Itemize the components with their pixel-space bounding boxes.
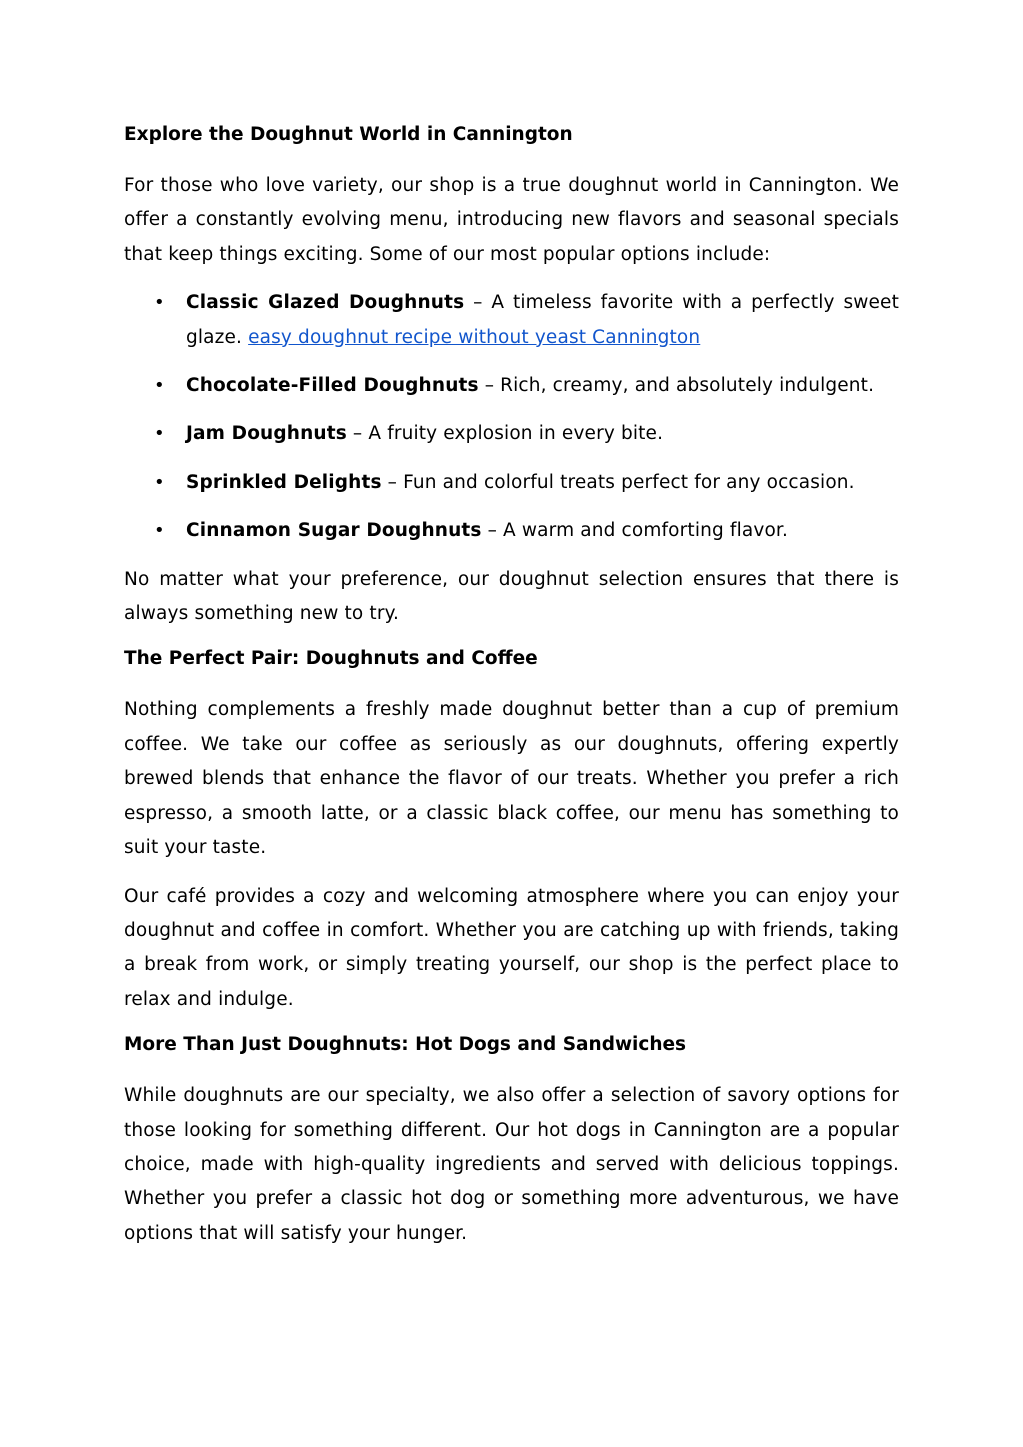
section-heading-explore: Explore the Doughnut World in Cannington [124,124,573,145]
explore-outro-paragraph: No matter what your preference, our doughnut selection ensures that there is always something new to try. [124,568,899,625]
recipe-link[interactable]: easy doughnut recipe without yeast Cannington [248,326,701,348]
list-item [124,514,899,548]
item-name: Jam Doughnuts [186,423,347,445]
pair-paragraph-1: Nothing complements a freshly made doughnut better than a cup of premium coffee. We take our coffee as seriously as our doughnuts, offering expertly brewed blends that enhance the flavor of our treats. Whether you prefer a rich espresso, a smooth latte, or a classic black coffee, our menu has something to suit your taste. [124,699,899,859]
explore-intro-paragraph: For those who love variety, our shop is a true doughnut world in Cannington. We offer a constantly evolving menu, introducing new flavors and seasonal specials that keep things exciting. Some of our most popular options include: [124,175,899,265]
item-description: – Fun and colorful treats perfect for any occasion. [381,471,855,493]
section-heading-more: More Than Just Doughnuts: Hot Dogs and Sandwiches [124,1034,687,1056]
list-item [124,286,899,355]
section-heading-pair: The Perfect Pair: Doughnuts and Coffee [124,648,538,670]
more-paragraph-1: While doughnuts are our specialty, we also offer a selection of savory options for those looking for something different. Our hot dogs in Cannington are a popular choice, made with high-quality ingredients and served with delicious toppings. Whether you prefer a classic hot dog or something more adventurous, we have options that will satisfy your hunger. [124,1085,899,1244]
item-name: Cinnamon Sugar Doughnuts [186,520,482,542]
item-description: – A warm and comforting flavor. [481,520,788,542]
item-name: Sprinkled Delights [186,471,382,493]
item-description: – A timeless favorite with a perfectly sweet glaze. [186,292,899,348]
bullet-icon: • [154,520,165,542]
item-name: Chocolate-Filled Doughnuts [186,375,479,397]
list-item [124,369,899,403]
item-description: – Rich, creamy, and absolutely indulgent. [478,375,875,397]
list-item [124,466,899,500]
popular-options-list [124,286,899,548]
list-item [124,417,899,451]
bullet-icon: • [154,423,165,445]
item-description: – A fruity explosion in every bite. [346,423,664,445]
pair-paragraph-2: Our café provides a cozy and welcoming atmosphere where you can enjoy your doughnut and coffee in comfort. Whether you are catching up with friends, taking a break from work, or simply treating yourself, our shop is the perfect place to relax and indulge. [124,885,899,1010]
bullet-icon: • [154,471,165,493]
bullet-icon: • [154,292,165,314]
item-name: Classic Glazed Doughnuts [186,292,465,314]
bullet-icon: • [154,375,165,397]
